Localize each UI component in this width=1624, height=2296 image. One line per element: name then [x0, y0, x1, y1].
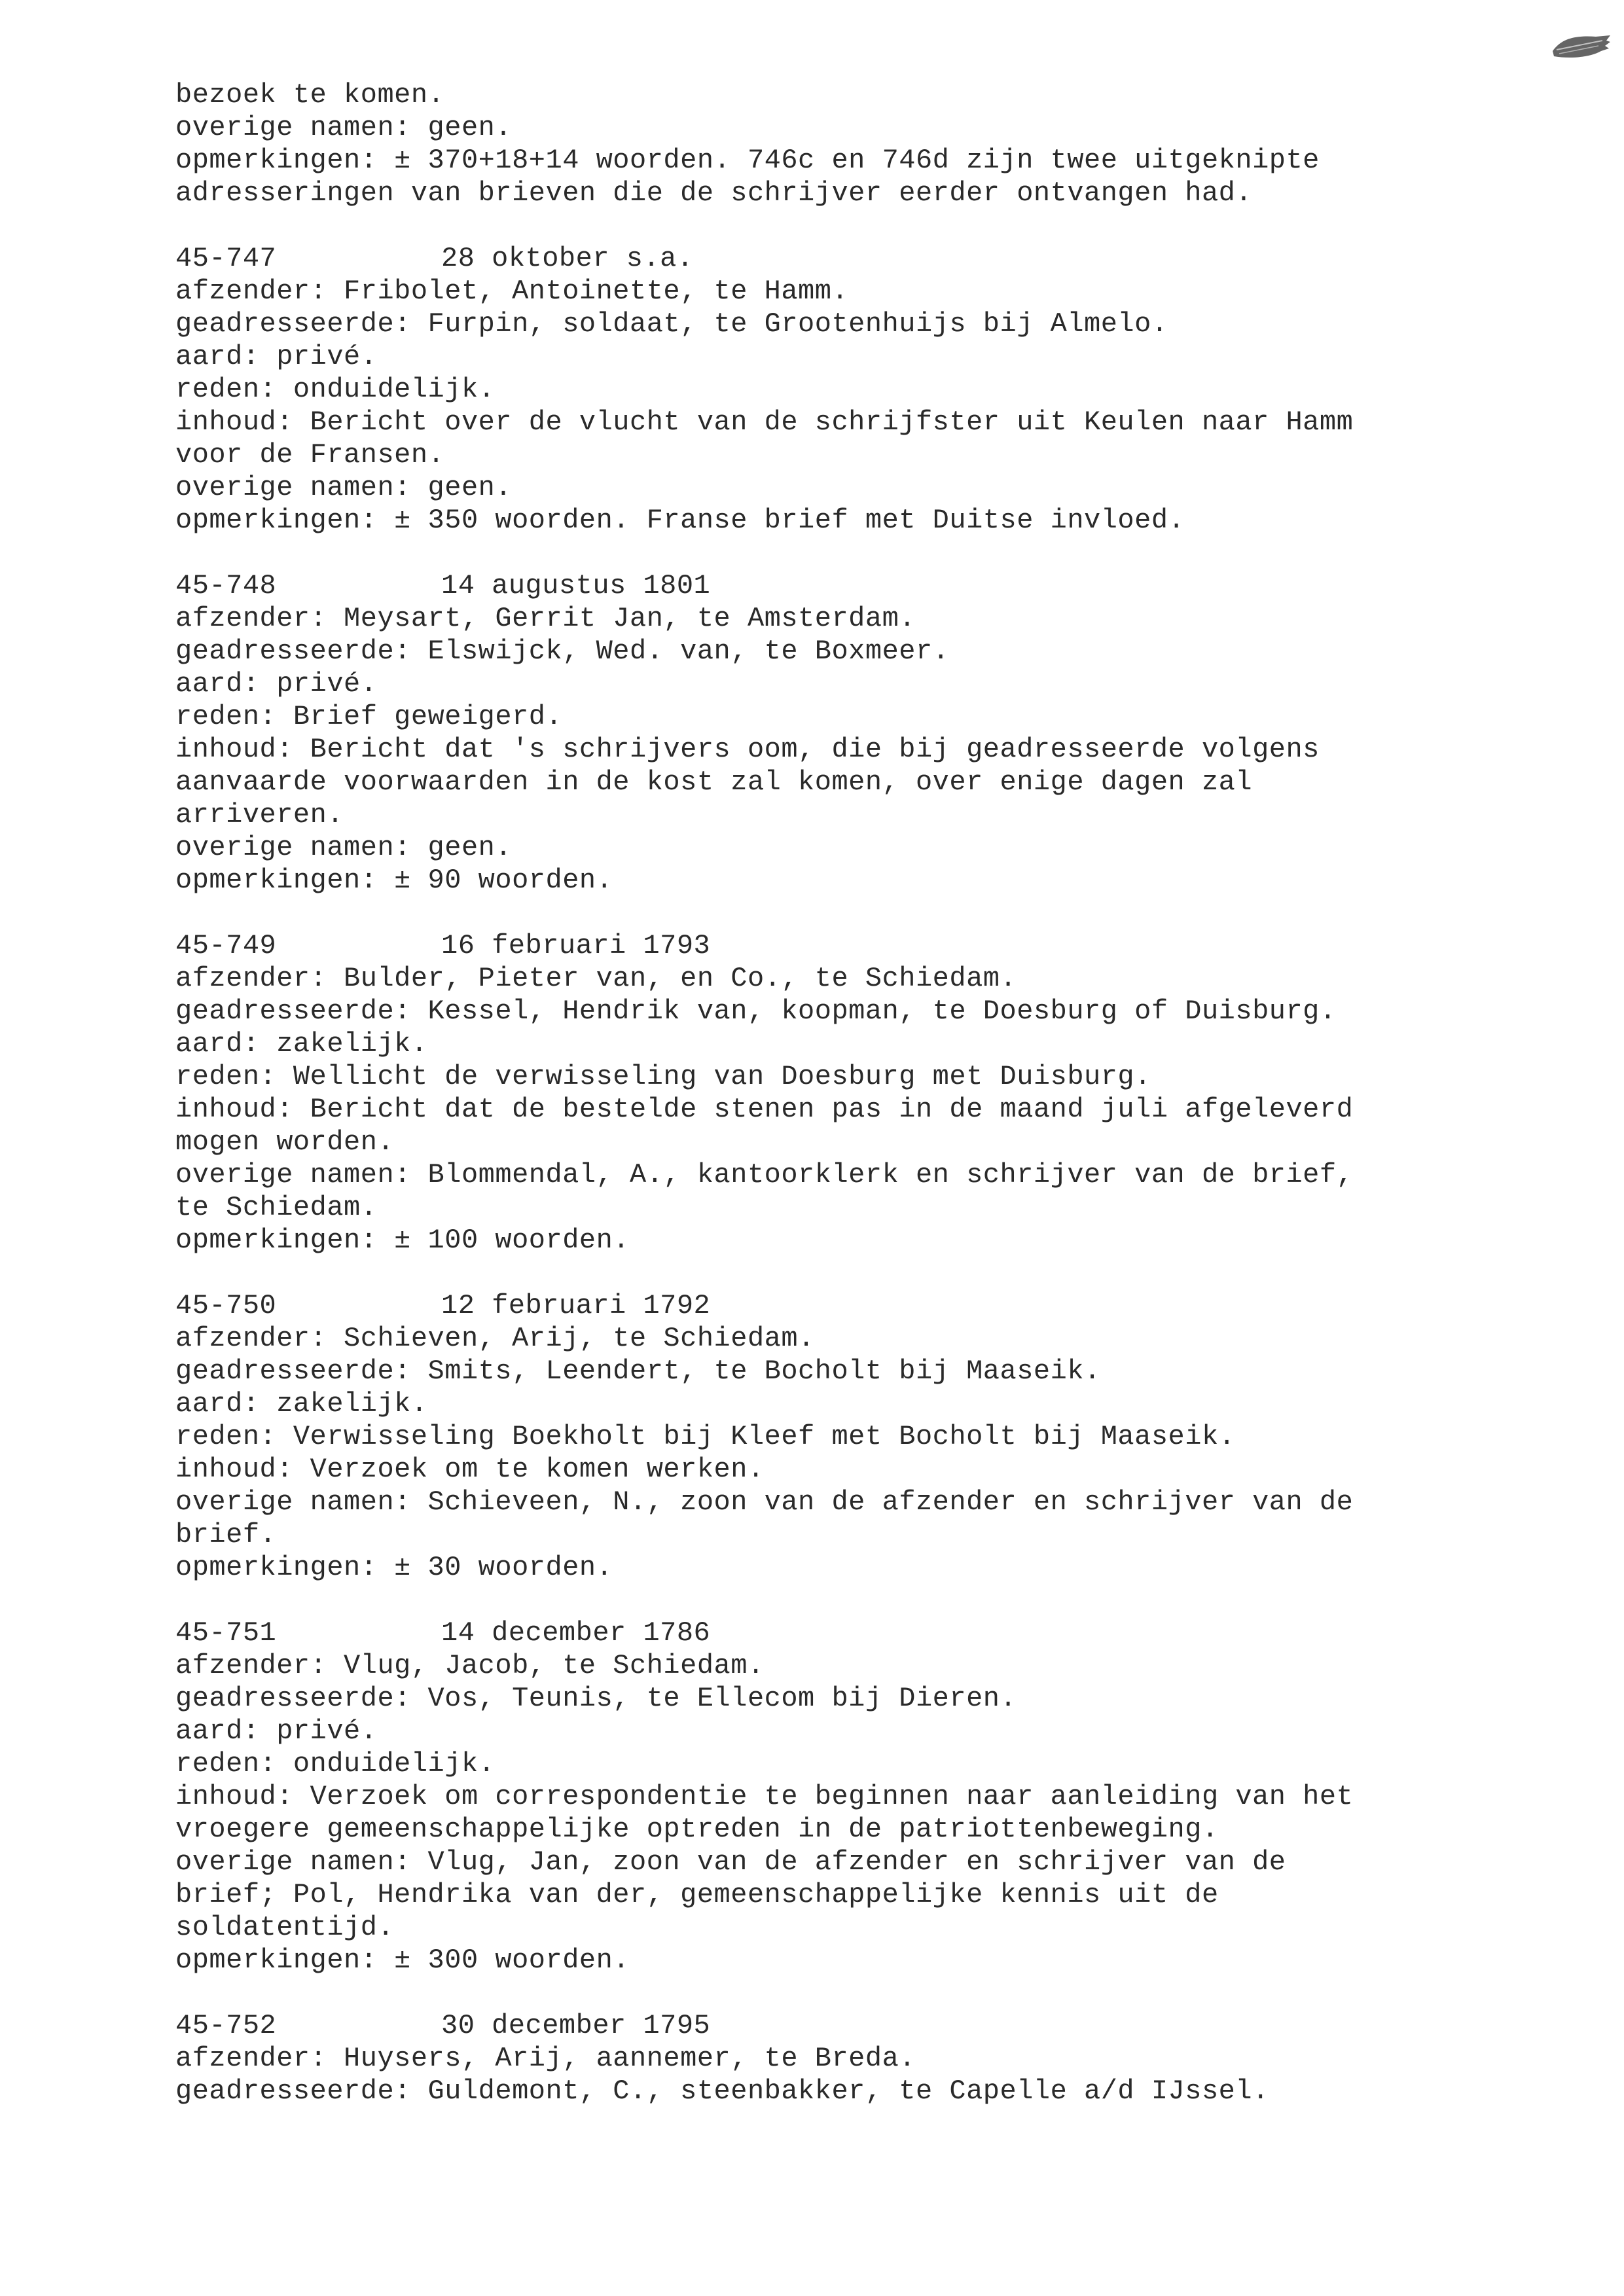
entry-line: aanvaarde voorwaarden in de kost zal komen, over enige dagen zal — [175, 766, 1253, 798]
letter-entry — [175, 1617, 1485, 1977]
entry-line: opmerkingen: ± 300 woorden. — [175, 1945, 630, 1976]
entry-id: 45-751 — [175, 1617, 277, 1649]
entry-line: arriveren. — [175, 799, 344, 831]
entry-line: opmerkingen: ± 90 woorden. — [175, 865, 613, 896]
intro-block — [175, 79, 1485, 209]
entry-line: inhoud: Bericht dat 's schrijvers oom, die bij geadresseerde volgens — [175, 734, 1320, 765]
entry-line: reden: onduidelijk. — [175, 1748, 496, 1780]
entry-id: 45-748 — [175, 570, 277, 601]
entry-line: afzender: Meysart, Gerrit Jan, te Amsterdam. — [175, 603, 916, 634]
entry-header — [175, 1617, 1485, 1649]
entry-line: reden: onduidelijk. — [175, 374, 496, 405]
entry-line: mogen worden. — [175, 1126, 395, 1158]
entry-line: geadresseerde: Kessel, Hendrik van, koopman, te Doesburg of Duisburg. — [175, 996, 1337, 1027]
entry-date: 28 oktober s.a. — [441, 243, 694, 274]
entry-line: brief; Pol, Hendrika van der, gemeenschappelijke kennis uit de — [175, 1879, 1219, 1910]
entry-date: 14 augustus 1801 — [441, 570, 711, 601]
entry-date: 14 december 1786 — [441, 1617, 711, 1649]
entry-line: inhoud: Verzoek om correspondentie te beginnen naar aanleiding van het — [175, 1781, 1354, 1812]
intro-line: bezoek te komen. — [175, 79, 445, 111]
entry-line: aard: privé. — [175, 1715, 378, 1747]
entry-line: opmerkingen: ± 30 woorden. — [175, 1552, 613, 1583]
entry-line: voor de Fransen. — [175, 439, 445, 471]
entry-header — [175, 242, 1485, 275]
entry-line: afzender: Huysers, Arij, aannemer, te Breda. — [175, 2043, 916, 2074]
letter-entry — [175, 929, 1485, 1257]
entry-line: overige namen: Vlug, Jan, zoon van de afzender en schrijver van de — [175, 1846, 1286, 1878]
entry-id: 45-750 — [175, 1290, 277, 1321]
entry-id: 45-747 — [175, 243, 277, 274]
entry-line: aard: privé. — [175, 668, 378, 700]
letter-entry — [175, 1289, 1485, 1584]
entry-line: inhoud: Bericht dat de bestelde stenen pas in de maand juli afgeleverd — [175, 1094, 1354, 1125]
entry-line: brief. — [175, 1519, 277, 1551]
entry-line: overige namen: Blommendal, A., kantoorklerk en schrijver van de brief, — [175, 1159, 1354, 1191]
entry-line: reden: Brief geweigerd. — [175, 701, 563, 732]
entry-header — [175, 1289, 1485, 1322]
intro-line: overige namen: geen. — [175, 112, 513, 143]
entry-line: geadresseerde: Smits, Leendert, te Bocholt bij Maaseik. — [175, 1355, 1101, 1387]
entry-line: geadresseerde: Guldemont, C., steenbakker, te Capelle a/d IJssel. — [175, 2075, 1269, 2107]
entry-header — [175, 2009, 1485, 2042]
entry-line: afzender: Schieven, Arij, te Schiedam. — [175, 1323, 815, 1354]
entry-line: aard: zakelijk. — [175, 1028, 428, 1060]
entry-line: geadresseerde: Vos, Teunis, te Ellecom bij Dieren. — [175, 1683, 1017, 1714]
letter-entry — [175, 242, 1485, 537]
entry-line: opmerkingen: ± 350 woorden. Franse brief met Duitse invloed. — [175, 505, 1185, 536]
entry-line: overige namen: geen. — [175, 472, 513, 503]
intro-line: opmerkingen: ± 370+18+14 woorden. 746c en 746d zijn twee uitgeknipte — [175, 145, 1320, 176]
entry-header — [175, 929, 1485, 962]
intro-line: adresseringen van brieven die de schrijver eerder ontvangen had. — [175, 177, 1253, 209]
entry-line: soldatentijd. — [175, 1912, 395, 1943]
entry-date: 16 februari 1793 — [441, 930, 711, 961]
entry-line: inhoud: Verzoek om te komen werken. — [175, 1454, 765, 1485]
entry-id: 45-749 — [175, 930, 277, 961]
entry-header — [175, 569, 1485, 602]
entry-line: afzender: Bulder, Pieter van, en Co., te Schiedam. — [175, 963, 1017, 994]
entry-line: reden: Wellicht de verwisseling van Doesburg met Duisburg. — [175, 1061, 1151, 1092]
entry-line: aard: privé. — [175, 341, 378, 372]
entry-id: 45-752 — [175, 2010, 277, 2041]
entry-line: te Schiedam. — [175, 1192, 378, 1223]
document-page — [175, 79, 1485, 2108]
entry-line: afzender: Fribolet, Antoinette, te Hamm. — [175, 276, 849, 307]
letter-entry — [175, 2009, 1485, 2108]
letter-entry — [175, 569, 1485, 897]
entry-line: geadresseerde: Furpin, soldaat, te Grootenhuijs bij Almelo. — [175, 308, 1168, 340]
entry-line: overige namen: geen. — [175, 832, 513, 863]
entry-line: overige namen: Schieveen, N., zoon van de afzender en schrijver van de — [175, 1486, 1354, 1518]
stamp-mark-icon — [1550, 31, 1613, 62]
entry-line: afzender: Vlug, Jacob, te Schiedam. — [175, 1650, 765, 1681]
entry-line: vroegere gemeenschappelijke optreden in de patriottenbeweging. — [175, 1814, 1219, 1845]
entry-date: 12 februari 1792 — [441, 1290, 711, 1321]
entry-date: 30 december 1795 — [441, 2010, 711, 2041]
entry-line: reden: Verwisseling Boekholt bij Kleef met Bocholt bij Maaseik. — [175, 1421, 1236, 1452]
entry-line: inhoud: Bericht over de vlucht van de schrijfster uit Keulen naar Hamm — [175, 406, 1354, 438]
entry-line: opmerkingen: ± 100 woorden. — [175, 1225, 630, 1256]
entry-line: aard: zakelijk. — [175, 1388, 428, 1420]
entry-line: geadresseerde: Elswijck, Wed. van, te Boxmeer. — [175, 636, 950, 667]
